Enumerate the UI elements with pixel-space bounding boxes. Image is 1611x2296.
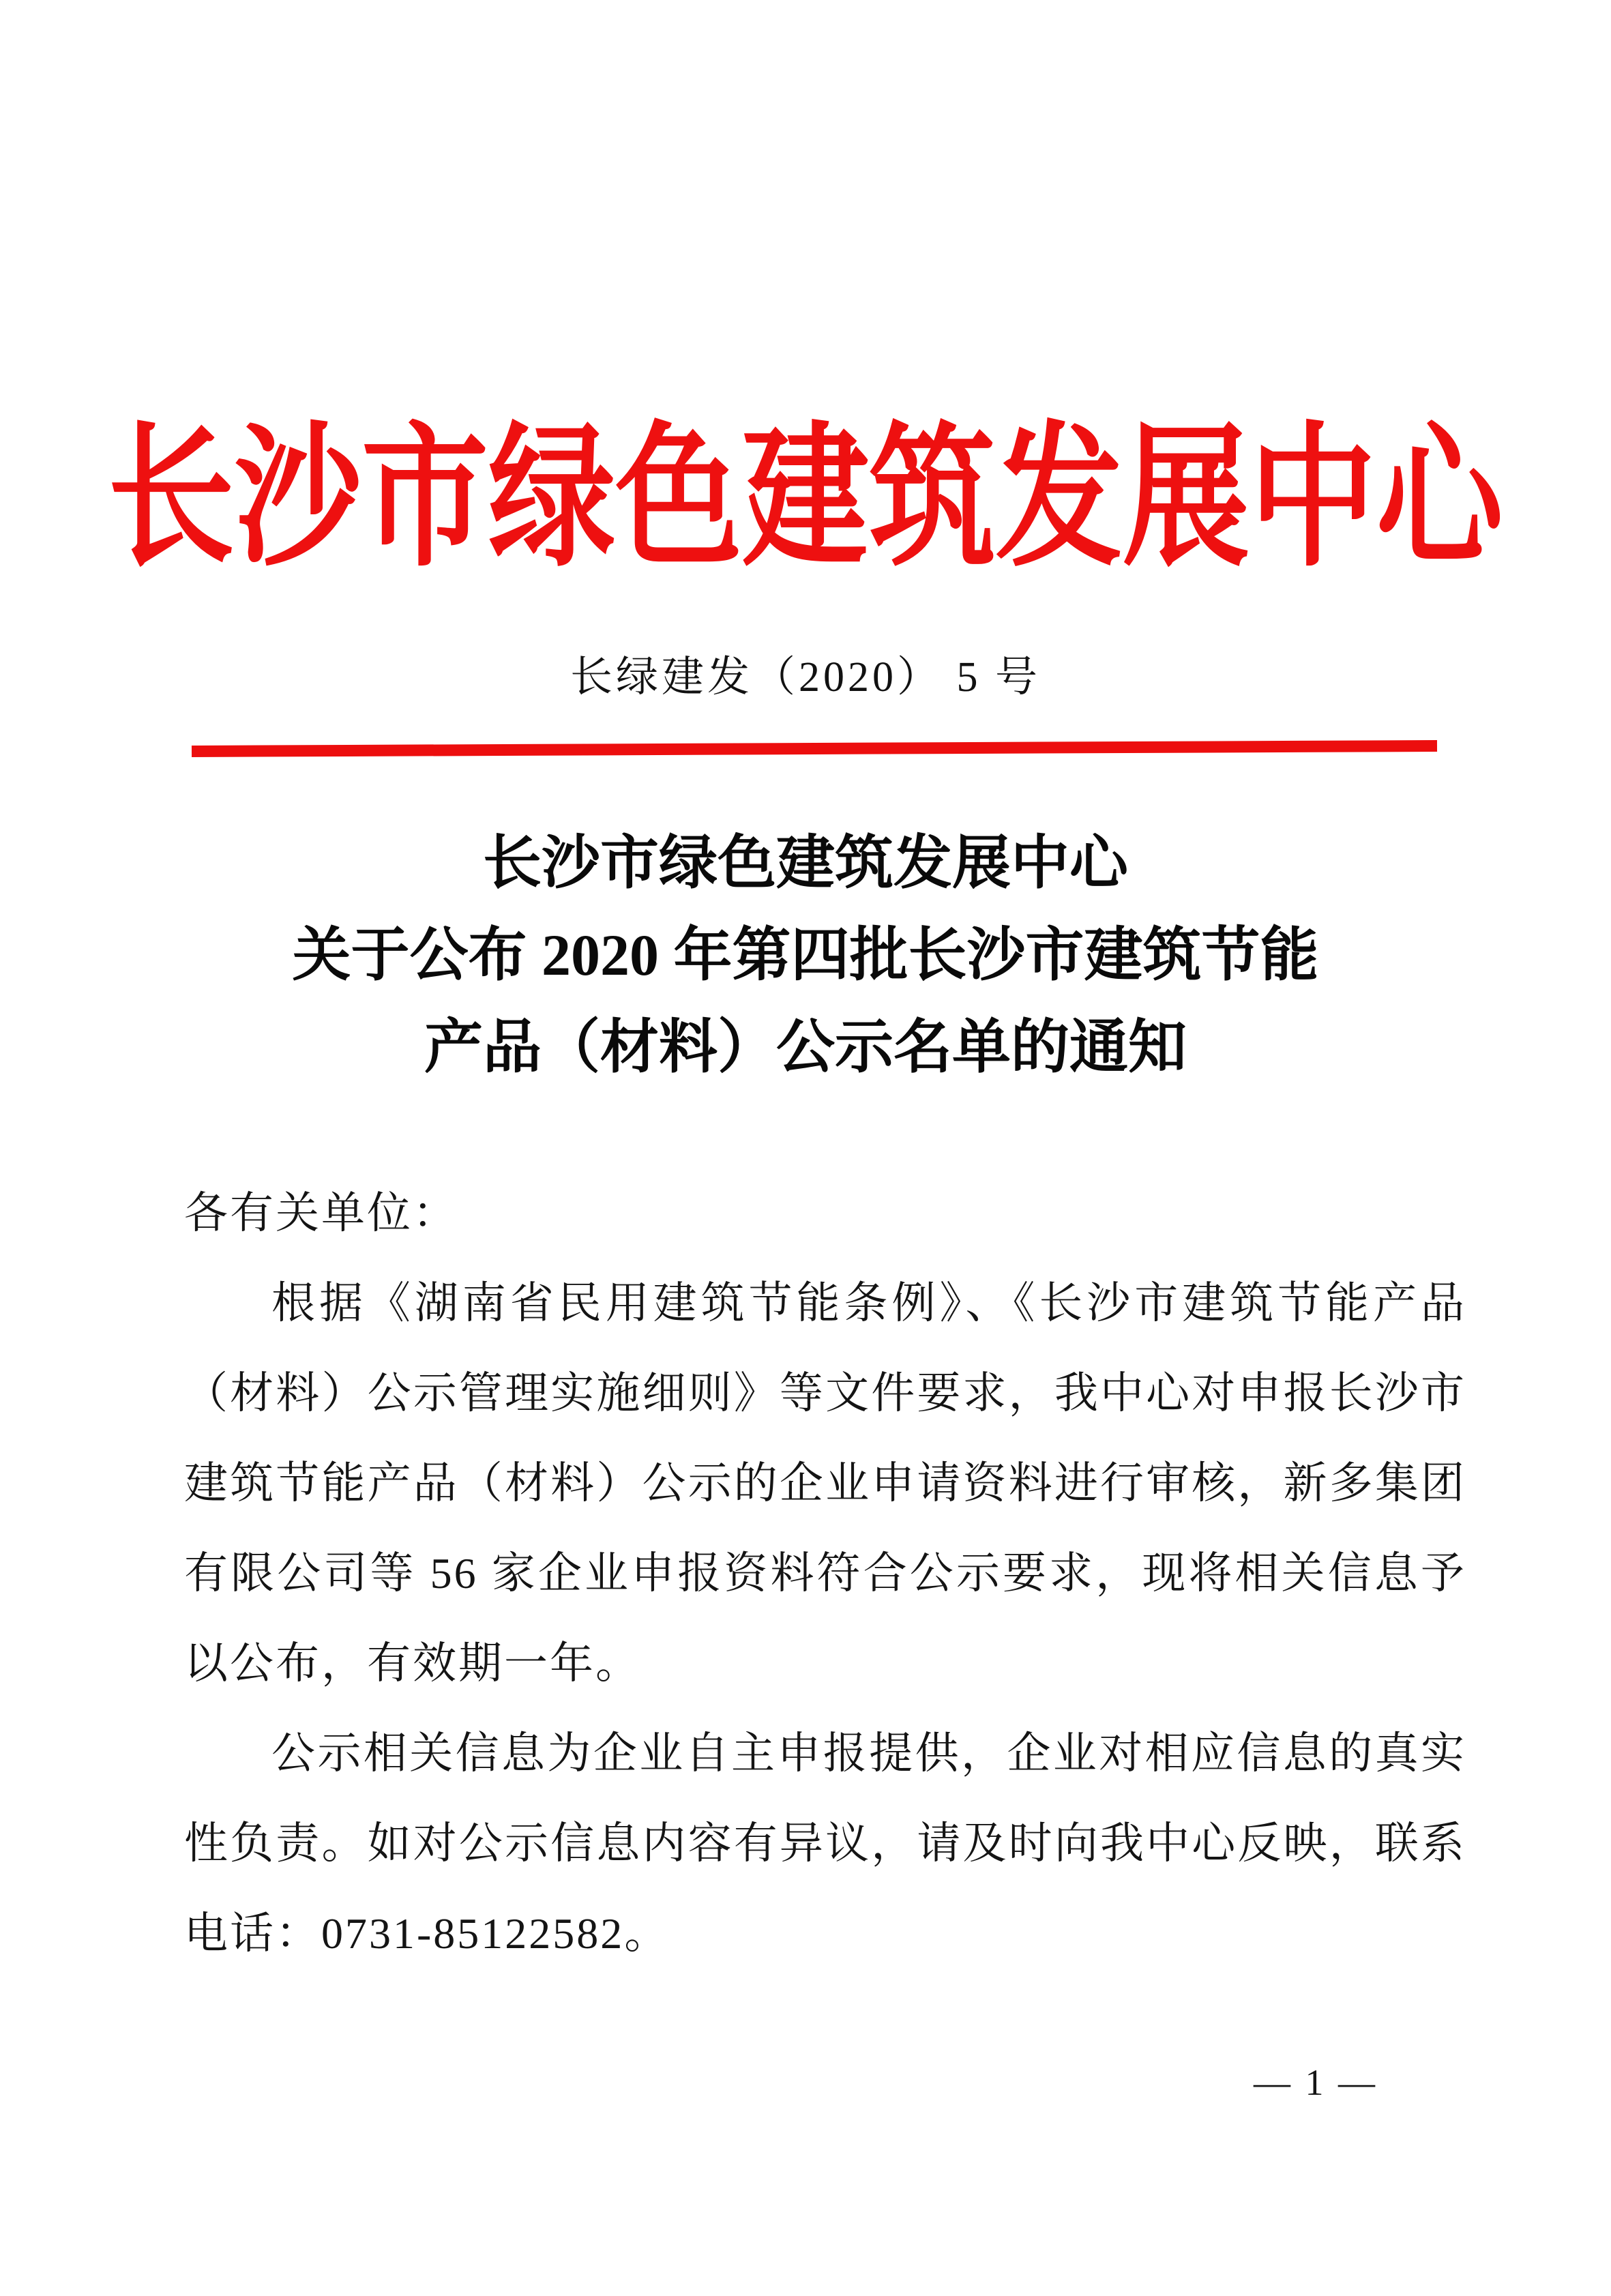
notice-title-line-3: 产品（材料）公示名单的通知 <box>424 1014 1187 1080</box>
body-paragraph-1: 根据《湖南省民用建筑节能条例》、《长沙市建筑节能产品（材料）公示管理实施细则》等文件要求，我中心对申报长沙市建筑节能产品（材料）公示的企业申请资料进行审核，新多集团有限公司等 56 家企业申报资料符合公示要求，现将相关信息予以公布，有效期一年。 <box>184 1279 1466 1688</box>
document-body <box>184 1168 1466 1979</box>
notice-title-line-1: 长沙市绿色建筑发展中心 <box>483 830 1128 896</box>
notice-title <box>0 817 1611 1093</box>
body-paragraph-2: 公示相关信息为企业自主申报提供，企业对相应信息的真实性负责。如对公示信息内容有异议，请及时向我中心反映，联系电话：0731-85122582。 <box>184 1729 1466 1958</box>
doc-number: 长绿建发（2020） 5 号 <box>570 654 1041 701</box>
salutation: 各有关单位： <box>184 1189 458 1237</box>
notice-title-line-2: 关于公布 2020 年第四批长沙市建筑节能 <box>292 922 1319 988</box>
letterhead-red-divider <box>192 740 1437 757</box>
page-number: — 1 — <box>1254 2062 1378 2103</box>
letterhead-org-name: 长沙市绿色建筑发展中心 <box>107 405 1503 588</box>
